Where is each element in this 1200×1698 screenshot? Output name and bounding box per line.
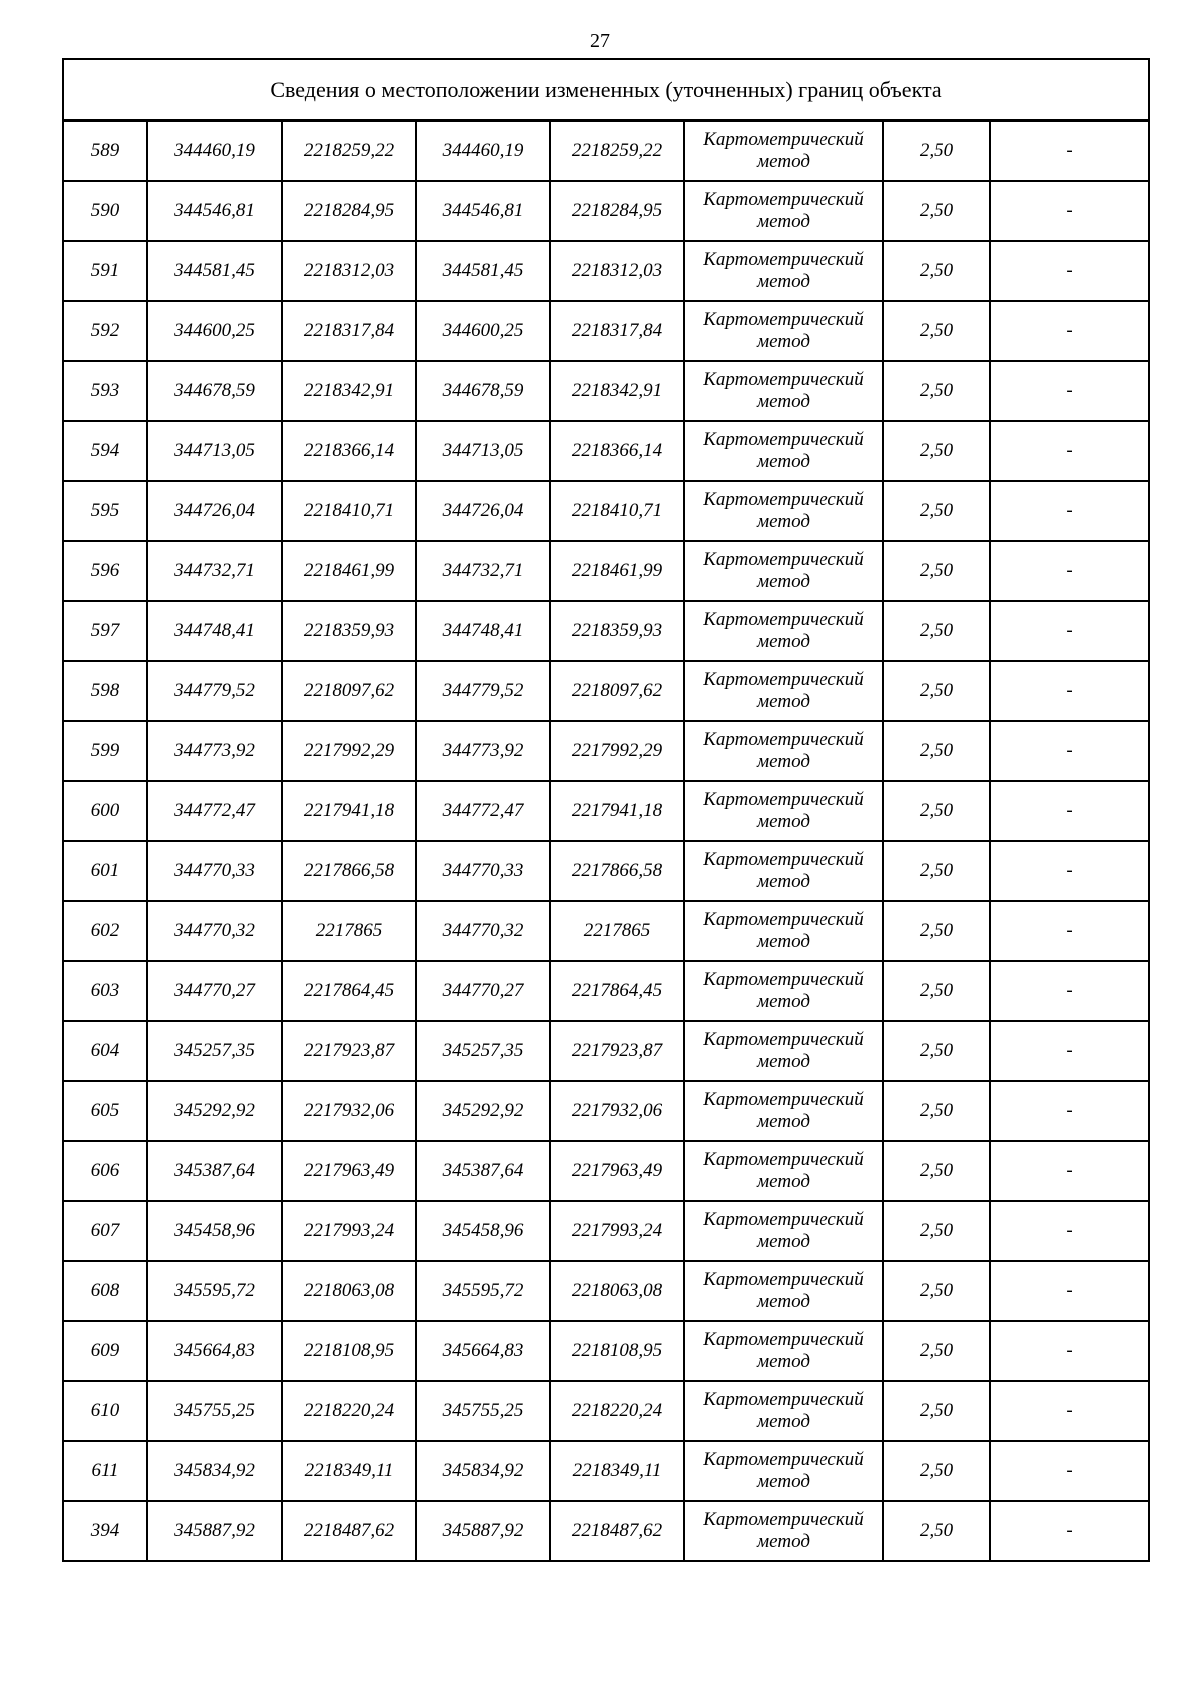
method-line-1: Картометрический: [703, 849, 864, 870]
point-number-cell: 595: [63, 481, 147, 541]
method-line-1: Картометрический: [703, 309, 864, 330]
note-cell: -: [990, 541, 1149, 601]
accuracy-cell: 2,50: [883, 601, 990, 661]
accuracy-cell: 2,50: [883, 661, 990, 721]
method-line-2: метод: [757, 1291, 810, 1312]
point-number-cell: 592: [63, 301, 147, 361]
method-line-1: Картометрический: [703, 1269, 864, 1290]
method-line-1: Картометрический: [703, 1329, 864, 1350]
refined-x-cell: 344748,41: [416, 601, 550, 661]
note-cell: -: [990, 1081, 1149, 1141]
method-line-1: Картометрический: [703, 249, 864, 270]
accuracy-cell: 2,50: [883, 781, 990, 841]
note-cell: -: [990, 241, 1149, 301]
method-line-2: метод: [757, 1351, 810, 1372]
existing-x-cell: 345292,92: [147, 1081, 282, 1141]
refined-y-cell: 2217866,58: [550, 841, 684, 901]
refined-y-cell: 2217993,24: [550, 1201, 684, 1261]
accuracy-cell: 2,50: [883, 541, 990, 601]
accuracy-cell: 2,50: [883, 1441, 990, 1501]
method-line-2: метод: [757, 1471, 810, 1492]
method-line-1: Картометрический: [703, 1089, 864, 1110]
note-cell: -: [990, 901, 1149, 961]
method-line-1: Картометрический: [703, 789, 864, 810]
refined-y-cell: 2217963,49: [550, 1141, 684, 1201]
point-number-cell: 589: [63, 121, 147, 182]
method-line-2: метод: [757, 631, 810, 652]
table-row: [63, 721, 1149, 781]
point-number-cell: 603: [63, 961, 147, 1021]
existing-y-cell: 2218342,91: [282, 361, 416, 421]
method-line-1: Картометрический: [703, 1149, 864, 1170]
refined-y-cell: 2218461,99: [550, 541, 684, 601]
accuracy-cell: 2,50: [883, 961, 990, 1021]
note-cell: -: [990, 1501, 1149, 1561]
point-number-cell: 605: [63, 1081, 147, 1141]
refined-x-cell: 344770,27: [416, 961, 550, 1021]
accuracy-cell: 2,50: [883, 1501, 990, 1561]
note-cell: -: [990, 1381, 1149, 1441]
table-row: [63, 901, 1149, 961]
note-cell: -: [990, 1201, 1149, 1261]
method-line-1: Картометрический: [703, 1389, 864, 1410]
table-row: [63, 961, 1149, 1021]
table-row: [63, 781, 1149, 841]
point-number-cell: 602: [63, 901, 147, 961]
method-cell: [684, 181, 883, 241]
accuracy-cell: 2,50: [883, 841, 990, 901]
method-line-1: Картометрический: [703, 369, 864, 390]
existing-x-cell: 344460,19: [147, 121, 282, 182]
table-row: [63, 1021, 1149, 1081]
table-row: [63, 241, 1149, 301]
method-line-1: Картометрический: [703, 909, 864, 930]
method-cell: [684, 1501, 883, 1561]
refined-x-cell: 344770,32: [416, 901, 550, 961]
existing-x-cell: 344581,45: [147, 241, 282, 301]
refined-x-cell: 345257,35: [416, 1021, 550, 1081]
refined-x-cell: 344460,19: [416, 121, 550, 182]
method-line-1: Картометрический: [703, 489, 864, 510]
method-cell: [684, 1141, 883, 1201]
method-line-2: метод: [757, 271, 810, 292]
existing-x-cell: 345664,83: [147, 1321, 282, 1381]
existing-y-cell: 2218259,22: [282, 121, 416, 182]
existing-x-cell: 345257,35: [147, 1021, 282, 1081]
method-line-2: метод: [757, 751, 810, 772]
method-cell: [684, 721, 883, 781]
table-row: [63, 1201, 1149, 1261]
refined-x-cell: 344772,47: [416, 781, 550, 841]
table-row: [63, 1381, 1149, 1441]
method-line-2: метод: [757, 331, 810, 352]
method-cell: [684, 481, 883, 541]
accuracy-cell: 2,50: [883, 1081, 990, 1141]
refined-y-cell: 2217865: [550, 901, 684, 961]
method-line-1: Картометрический: [703, 129, 864, 150]
method-cell: [684, 1021, 883, 1081]
method-line-2: метод: [757, 1111, 810, 1132]
refined-x-cell: 345664,83: [416, 1321, 550, 1381]
point-number-cell: 590: [63, 181, 147, 241]
point-number-cell: 599: [63, 721, 147, 781]
refined-y-cell: 2217932,06: [550, 1081, 684, 1141]
point-number-cell: 394: [63, 1501, 147, 1561]
note-cell: -: [990, 781, 1149, 841]
accuracy-cell: 2,50: [883, 1201, 990, 1261]
table-row: [63, 841, 1149, 901]
refined-y-cell: 2218284,95: [550, 181, 684, 241]
refined-y-cell: 2218366,14: [550, 421, 684, 481]
table-row: [63, 181, 1149, 241]
method-cell: [684, 961, 883, 1021]
refined-x-cell: 344546,81: [416, 181, 550, 241]
table-row: [63, 601, 1149, 661]
accuracy-cell: 2,50: [883, 121, 990, 182]
table-row: [63, 301, 1149, 361]
table-row: [63, 421, 1149, 481]
note-cell: -: [990, 1141, 1149, 1201]
method-line-2: метод: [757, 1411, 810, 1432]
refined-y-cell: 2217864,45: [550, 961, 684, 1021]
method-line-2: метод: [757, 571, 810, 592]
refined-y-cell: 2218063,08: [550, 1261, 684, 1321]
point-number-cell: 601: [63, 841, 147, 901]
method-cell: [684, 361, 883, 421]
method-cell: [684, 601, 883, 661]
refined-x-cell: 345595,72: [416, 1261, 550, 1321]
note-cell: -: [990, 421, 1149, 481]
method-cell: [684, 1081, 883, 1141]
method-cell: [684, 1321, 883, 1381]
point-number-cell: 610: [63, 1381, 147, 1441]
note-cell: -: [990, 181, 1149, 241]
refined-y-cell: 2218342,91: [550, 361, 684, 421]
point-number-cell: 604: [63, 1021, 147, 1081]
method-line-1: Картометрический: [703, 429, 864, 450]
accuracy-cell: 2,50: [883, 301, 990, 361]
refined-x-cell: 345887,92: [416, 1501, 550, 1561]
table-row: [63, 361, 1149, 421]
refined-y-cell: 2218259,22: [550, 121, 684, 182]
point-number-cell: 611: [63, 1441, 147, 1501]
method-line-2: метод: [757, 451, 810, 472]
method-cell: [684, 661, 883, 721]
method-cell: [684, 1261, 883, 1321]
existing-x-cell: 344713,05: [147, 421, 282, 481]
note-cell: -: [990, 1441, 1149, 1501]
existing-x-cell: 344678,59: [147, 361, 282, 421]
refined-x-cell: 345458,96: [416, 1201, 550, 1261]
method-line-1: Картометрический: [703, 669, 864, 690]
method-line-1: Картометрический: [703, 1029, 864, 1050]
existing-y-cell: 2217963,49: [282, 1141, 416, 1201]
refined-y-cell: 2218220,24: [550, 1381, 684, 1441]
method-line-2: метод: [757, 151, 810, 172]
refined-y-cell: 2218487,62: [550, 1501, 684, 1561]
method-line-2: метод: [757, 691, 810, 712]
refined-y-cell: 2218410,71: [550, 481, 684, 541]
method-line-1: Картометрический: [703, 549, 864, 570]
existing-y-cell: 2217923,87: [282, 1021, 416, 1081]
point-number-cell: 598: [63, 661, 147, 721]
table-row: [63, 1261, 1149, 1321]
existing-y-cell: 2217941,18: [282, 781, 416, 841]
accuracy-cell: 2,50: [883, 721, 990, 781]
existing-y-cell: 2218461,99: [282, 541, 416, 601]
method-cell: [684, 841, 883, 901]
refined-x-cell: 345755,25: [416, 1381, 550, 1441]
point-number-cell: 596: [63, 541, 147, 601]
refined-y-cell: 2218317,84: [550, 301, 684, 361]
existing-y-cell: 2218063,08: [282, 1261, 416, 1321]
refined-y-cell: 2218359,93: [550, 601, 684, 661]
point-number-cell: 594: [63, 421, 147, 481]
page-number: 27: [590, 30, 610, 52]
method-line-2: метод: [757, 991, 810, 1012]
accuracy-cell: 2,50: [883, 481, 990, 541]
point-number-cell: 593: [63, 361, 147, 421]
refined-x-cell: 344726,04: [416, 481, 550, 541]
boundary-coordinates-table: [62, 58, 1150, 1562]
existing-x-cell: 345387,64: [147, 1141, 282, 1201]
existing-y-cell: 2218108,95: [282, 1321, 416, 1381]
method-line-2: метод: [757, 511, 810, 532]
note-cell: -: [990, 301, 1149, 361]
note-cell: -: [990, 361, 1149, 421]
method-cell: [684, 781, 883, 841]
existing-y-cell: 2218349,11: [282, 1441, 416, 1501]
note-cell: -: [990, 481, 1149, 541]
existing-x-cell: 344770,33: [147, 841, 282, 901]
refined-x-cell: 344678,59: [416, 361, 550, 421]
point-number-cell: 606: [63, 1141, 147, 1201]
existing-y-cell: 2218487,62: [282, 1501, 416, 1561]
existing-x-cell: 344726,04: [147, 481, 282, 541]
refined-x-cell: 345292,92: [416, 1081, 550, 1141]
existing-x-cell: 344772,47: [147, 781, 282, 841]
table-header-row: [63, 59, 1149, 121]
refined-x-cell: 345387,64: [416, 1141, 550, 1201]
refined-y-cell: 2217941,18: [550, 781, 684, 841]
existing-x-cell: 345458,96: [147, 1201, 282, 1261]
accuracy-cell: 2,50: [883, 1021, 990, 1081]
method-cell: [684, 241, 883, 301]
note-cell: -: [990, 1261, 1149, 1321]
method-line-2: метод: [757, 811, 810, 832]
accuracy-cell: 2,50: [883, 241, 990, 301]
accuracy-cell: 2,50: [883, 1321, 990, 1381]
method-cell: [684, 421, 883, 481]
note-cell: -: [990, 1321, 1149, 1381]
existing-y-cell: 2218317,84: [282, 301, 416, 361]
table-row: [63, 481, 1149, 541]
existing-x-cell: 345755,25: [147, 1381, 282, 1441]
method-cell: [684, 301, 883, 361]
method-cell: [684, 1381, 883, 1441]
method-line-2: метод: [757, 1231, 810, 1252]
table-title: Сведения о местоположении измененных (уточненных) границ объекта: [63, 59, 1149, 121]
point-number-cell: 600: [63, 781, 147, 841]
refined-x-cell: 345834,92: [416, 1441, 550, 1501]
method-cell: [684, 541, 883, 601]
existing-y-cell: 2218366,14: [282, 421, 416, 481]
table-row: [63, 541, 1149, 601]
existing-x-cell: 344748,41: [147, 601, 282, 661]
table-row: [63, 121, 1149, 182]
existing-x-cell: 344600,25: [147, 301, 282, 361]
method-line-1: Картометрический: [703, 1449, 864, 1470]
existing-x-cell: 344770,32: [147, 901, 282, 961]
existing-x-cell: 344773,92: [147, 721, 282, 781]
table-row: [63, 1141, 1149, 1201]
refined-y-cell: 2218349,11: [550, 1441, 684, 1501]
accuracy-cell: 2,50: [883, 361, 990, 421]
method-line-2: метод: [757, 1171, 810, 1192]
accuracy-cell: 2,50: [883, 1141, 990, 1201]
refined-y-cell: 2218312,03: [550, 241, 684, 301]
table-row: [63, 1441, 1149, 1501]
accuracy-cell: 2,50: [883, 1381, 990, 1441]
accuracy-cell: 2,50: [883, 1261, 990, 1321]
point-number-cell: 591: [63, 241, 147, 301]
existing-y-cell: 2217866,58: [282, 841, 416, 901]
method-line-1: Картометрический: [703, 729, 864, 750]
refined-x-cell: 344600,25: [416, 301, 550, 361]
note-cell: -: [990, 961, 1149, 1021]
existing-y-cell: 2218312,03: [282, 241, 416, 301]
table-row: [63, 1321, 1149, 1381]
note-cell: -: [990, 601, 1149, 661]
existing-y-cell: 2218410,71: [282, 481, 416, 541]
refined-y-cell: 2217923,87: [550, 1021, 684, 1081]
method-line-2: метод: [757, 211, 810, 232]
refined-y-cell: 2217992,29: [550, 721, 684, 781]
existing-y-cell: 2217864,45: [282, 961, 416, 1021]
method-line-1: Картометрический: [703, 1209, 864, 1230]
accuracy-cell: 2,50: [883, 181, 990, 241]
refined-x-cell: 344732,71: [416, 541, 550, 601]
point-number-cell: 609: [63, 1321, 147, 1381]
method-line-1: Картометрический: [703, 1509, 864, 1530]
method-line-1: Картометрический: [703, 609, 864, 630]
method-line-2: метод: [757, 871, 810, 892]
existing-x-cell: 344779,52: [147, 661, 282, 721]
existing-x-cell: 344546,81: [147, 181, 282, 241]
note-cell: -: [990, 841, 1149, 901]
table-row: [63, 1081, 1149, 1141]
existing-y-cell: 2217932,06: [282, 1081, 416, 1141]
existing-y-cell: 2217992,29: [282, 721, 416, 781]
method-line-2: метод: [757, 391, 810, 412]
method-cell: [684, 901, 883, 961]
existing-y-cell: 2218220,24: [282, 1381, 416, 1441]
existing-x-cell: 345595,72: [147, 1261, 282, 1321]
method-line-2: метод: [757, 931, 810, 952]
existing-y-cell: 2217993,24: [282, 1201, 416, 1261]
existing-y-cell: 2218359,93: [282, 601, 416, 661]
note-cell: -: [990, 121, 1149, 182]
refined-x-cell: 344581,45: [416, 241, 550, 301]
note-cell: -: [990, 1021, 1149, 1081]
existing-y-cell: 2217865: [282, 901, 416, 961]
method-line-2: метод: [757, 1531, 810, 1552]
method-cell: [684, 121, 883, 182]
accuracy-cell: 2,50: [883, 421, 990, 481]
existing-x-cell: 344732,71: [147, 541, 282, 601]
refined-x-cell: 344770,33: [416, 841, 550, 901]
refined-x-cell: 344713,05: [416, 421, 550, 481]
method-line-1: Картометрический: [703, 969, 864, 990]
table-row: [63, 661, 1149, 721]
refined-x-cell: 344779,52: [416, 661, 550, 721]
method-line-1: Картометрический: [703, 189, 864, 210]
method-cell: [684, 1201, 883, 1261]
note-cell: -: [990, 661, 1149, 721]
table-row: [63, 1501, 1149, 1561]
refined-y-cell: 2218097,62: [550, 661, 684, 721]
existing-x-cell: 344770,27: [147, 961, 282, 1021]
existing-y-cell: 2218284,95: [282, 181, 416, 241]
existing-x-cell: 345887,92: [147, 1501, 282, 1561]
existing-x-cell: 345834,92: [147, 1441, 282, 1501]
refined-x-cell: 344773,92: [416, 721, 550, 781]
method-cell: [684, 1441, 883, 1501]
note-cell: -: [990, 721, 1149, 781]
point-number-cell: 597: [63, 601, 147, 661]
existing-y-cell: 2218097,62: [282, 661, 416, 721]
refined-y-cell: 2218108,95: [550, 1321, 684, 1381]
method-line-2: метод: [757, 1051, 810, 1072]
point-number-cell: 608: [63, 1261, 147, 1321]
point-number-cell: 607: [63, 1201, 147, 1261]
accuracy-cell: 2,50: [883, 901, 990, 961]
